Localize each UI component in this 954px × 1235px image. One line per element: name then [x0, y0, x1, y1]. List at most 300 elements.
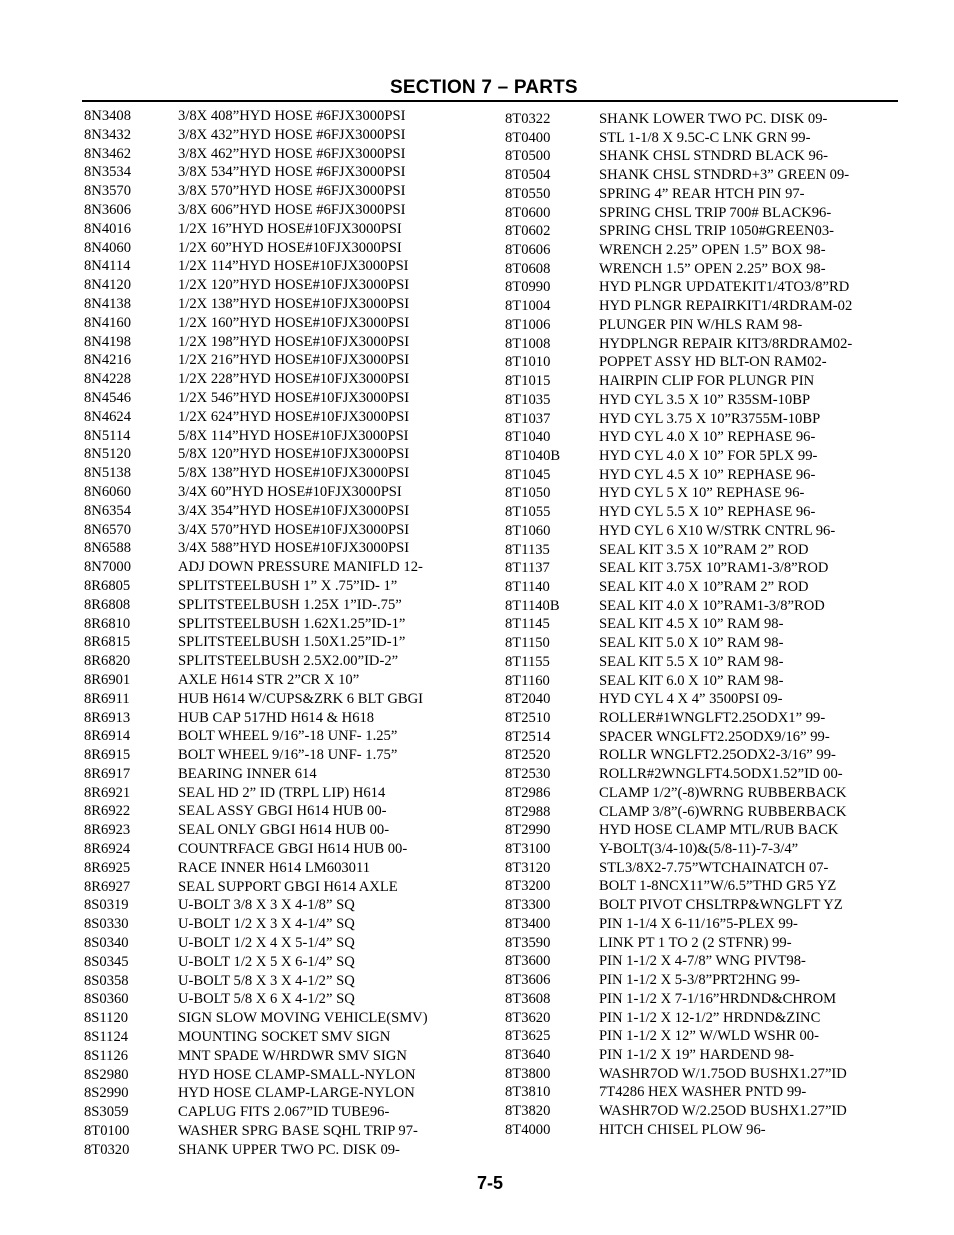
parts-row	[505, 522, 852, 541]
part-number: 8T1040B	[505, 447, 561, 464]
parts-row	[505, 297, 852, 316]
part-description: 3/8X 534”HYD HOSE #6FJX3000PSI	[178, 164, 406, 181]
part-description: SPLITSTEELBUSH 1.25X 1”ID-.75”	[178, 596, 402, 613]
part-number: 8T3400	[505, 915, 551, 932]
part-description: PIN 1-1/2 X 12-1/2” HRDND&ZINC	[599, 1009, 821, 1026]
parts-row	[505, 728, 852, 747]
part-number: 8T0500	[505, 148, 551, 165]
parts-row	[505, 859, 852, 878]
part-description: 3/4X 588”HYD HOSE#10FJX3000PSI	[178, 540, 410, 557]
parts-row	[84, 220, 428, 239]
parts-row	[84, 201, 428, 220]
part-description: SHANK UPPER TWO PC. DISK 09-	[178, 1141, 400, 1158]
part-number: 8T0990	[505, 279, 551, 296]
part-description: SEAL SUPPORT GBGI H614 AXLE	[178, 878, 398, 895]
part-number: 8T0608	[505, 260, 551, 277]
part-description: HYD HOSE CLAMP-LARGE-NYLON	[178, 1085, 415, 1102]
parts-row	[505, 391, 852, 410]
parts-row	[505, 484, 852, 503]
parts-row	[84, 727, 428, 746]
part-number: 8T4000	[505, 1121, 551, 1138]
parts-row	[84, 276, 428, 295]
parts-row	[84, 1028, 428, 1047]
part-description: 3/4X 60”HYD HOSE#10FJX3000PSI	[178, 483, 402, 500]
parts-row	[505, 204, 852, 223]
part-number: 8N4216	[84, 352, 132, 369]
part-description: BOLT WHEEL 9/16”-18 UNF- 1.25”	[178, 728, 398, 745]
part-number: 8R6911	[84, 690, 130, 707]
part-number: 8R6914	[84, 728, 131, 745]
parts-row	[84, 107, 428, 126]
parts-row	[505, 428, 852, 447]
part-description: MOUNTING SOCKET SMV SIGN	[178, 1029, 391, 1046]
section-title: SECTION 7 – PARTS	[390, 77, 578, 98]
part-description: CAPLUG FITS 2.067”ID TUBE96-	[178, 1104, 390, 1121]
part-description: SEAL KIT 6.0 X 10” RAM 98-	[599, 672, 784, 689]
part-number: 8N4138	[84, 295, 132, 312]
part-number: 8R6901	[84, 671, 131, 688]
part-description: SPACER WNGLFT2.25ODX9/16” 99-	[599, 728, 830, 745]
part-number: 8T1004	[505, 298, 551, 315]
part-description: 3/4X 570”HYD HOSE#10FJX3000PSI	[178, 521, 410, 538]
parts-row	[505, 559, 852, 578]
part-number: 8N5120	[84, 446, 132, 463]
part-number: 8R6921	[84, 784, 131, 801]
part-description: WASHR7OD W/2.25OD BUSHX1.27”ID	[599, 1103, 847, 1120]
part-description: U-BOLT 1/2 X 3 X 4-1/4” SQ	[178, 916, 355, 933]
part-number: 8T1137	[505, 560, 550, 577]
parts-row	[84, 690, 428, 709]
part-number: 8T3800	[505, 1065, 551, 1082]
part-number: 8T2986	[505, 784, 551, 801]
part-description: SPLITSTEELBUSH 2.5X2.00”ID-2”	[178, 653, 399, 670]
part-number: 8N3606	[84, 201, 132, 218]
parts-row	[84, 239, 428, 258]
parts-row	[84, 821, 428, 840]
parts-row	[505, 147, 852, 166]
part-description: HYD PLNGR UPDATEKIT1/4TO3/8”RD	[599, 279, 850, 296]
parts-row	[84, 840, 428, 859]
part-number: 8T0100	[84, 1123, 130, 1140]
parts-row	[84, 445, 428, 464]
parts-row	[505, 110, 852, 129]
part-description: U-BOLT 1/2 X 5 X 6-1/4” SQ	[178, 953, 355, 970]
part-number: 8N4114	[84, 258, 131, 275]
part-description: CLAMP 3/8”(-6)WRNG RUBBERBACK	[599, 803, 847, 820]
part-description: 1/2X 216”HYD HOSE#10FJX3000PSI	[178, 352, 410, 369]
parts-row	[84, 615, 428, 634]
part-description: COUNTRFACE GBGI H614 HUB 00-	[178, 841, 408, 858]
parts-row	[505, 1102, 852, 1121]
part-number: 8N3432	[84, 126, 132, 143]
part-description: HYDPLNGR REPAIR KIT3/8RDRAM02-	[599, 335, 853, 352]
part-number: 8R6810	[84, 615, 131, 632]
part-number: 8S1126	[84, 1047, 129, 1064]
part-number: 8T0606	[505, 242, 551, 259]
part-number: 8T3620	[505, 1009, 551, 1026]
parts-row	[84, 990, 428, 1009]
part-number: 8R6922	[84, 803, 131, 820]
parts-row	[505, 410, 852, 429]
part-number: 8T3600	[505, 953, 551, 970]
part-number: 8T3590	[505, 934, 551, 951]
part-number: 8T2988	[505, 803, 551, 820]
part-description: STL 1-1/8 X 9.5C-C LNK GRN 99-	[599, 129, 811, 146]
part-number: 8T0550	[505, 185, 551, 202]
part-description: WRENCH 2.25” OPEN 1.5” BOX 98-	[599, 242, 826, 259]
part-number: 8R6913	[84, 709, 131, 726]
part-number: 8T2520	[505, 747, 551, 764]
part-number: 8N6060	[84, 483, 132, 500]
part-description: CLAMP 1/2”(-8)WRNG RUBBERBACK	[599, 784, 847, 801]
part-number: 8T0322	[505, 111, 551, 127]
part-number: 8R6927	[84, 878, 131, 895]
parts-row	[84, 746, 428, 765]
part-number: 8T3100	[505, 841, 551, 858]
parts-row	[505, 634, 852, 653]
parts-row	[505, 578, 852, 597]
part-description: BOLT PIVOT CHSLTRP&WNGLFT YZ	[599, 897, 843, 914]
part-number: 8T3300	[505, 897, 551, 914]
part-description: 3/8X 408”HYD HOSE #6FJX3000PSI	[178, 108, 406, 124]
part-description: PIN 1-1/2 X 19” HARDEND 98-	[599, 1046, 794, 1063]
part-number: 8T0504	[505, 167, 551, 184]
part-number: 8R6820	[84, 653, 131, 670]
parts-row	[84, 859, 428, 878]
parts-row	[505, 1121, 852, 1140]
parts-row	[84, 896, 428, 915]
part-number: 8N4016	[84, 220, 132, 237]
parts-row	[505, 971, 852, 990]
part-number: 8S0358	[84, 972, 129, 989]
parts-row	[505, 278, 852, 297]
part-number: 8S1124	[84, 1029, 129, 1046]
part-description: 1/2X 114”HYD HOSE#10FJX3000PSI	[178, 258, 409, 275]
parts-row	[84, 596, 428, 615]
part-description: HYD CYL 4 X 4” 3500PSI 09-	[599, 691, 783, 708]
part-number: 8R6915	[84, 747, 131, 764]
part-number: 8N4624	[84, 408, 132, 425]
part-description: HUB H614 W/CUPS&ZRK 6 BLT GBGI	[178, 690, 424, 707]
parts-row	[505, 990, 852, 1009]
part-description: ROLLR WNGLFT2.25ODX2-3/16” 99-	[599, 747, 836, 764]
parts-row	[84, 257, 428, 276]
parts-row	[84, 1084, 428, 1103]
parts-row	[84, 351, 428, 370]
parts-row	[84, 878, 428, 897]
part-description: HYD CYL 4.0 X 10” REPHASE 96-	[599, 429, 816, 446]
part-description: 3/4X 354”HYD HOSE#10FJX3000PSI	[178, 502, 410, 519]
part-number: 8T1150	[505, 635, 550, 652]
part-description: SIGN SLOW MOVING VEHICLE(SMV)	[178, 1010, 428, 1027]
part-number: 8T1155	[505, 653, 550, 670]
part-number: 8N3534	[84, 164, 132, 181]
part-description: 1/2X 228”HYD HOSE#10FJX3000PSI	[178, 371, 410, 388]
part-description: 3/8X 606”HYD HOSE #6FJX3000PSI	[178, 201, 406, 218]
part-description: HITCH CHISEL PLOW 96-	[599, 1121, 766, 1138]
part-number: 8T2530	[505, 766, 551, 783]
part-number: 8T3606	[505, 972, 551, 989]
part-description: SPRING 4” REAR HTCH PIN 97-	[599, 185, 805, 202]
part-number: 8N5114	[84, 427, 131, 444]
part-description: SHANK CHSL STNDRD+3” GREEN 09-	[599, 167, 850, 184]
part-description: 5/8X 114”HYD HOSE#10FJX3000PSI	[178, 427, 409, 444]
part-description: SPLITSTEELBUSH 1.62X1.25”ID-1”	[178, 615, 406, 632]
parts-row	[505, 934, 852, 953]
part-description: RACE INNER H614 LM603011	[178, 859, 371, 876]
part-number: 8T0400	[505, 129, 551, 146]
part-number: 8T1145	[505, 616, 550, 633]
parts-row	[505, 690, 852, 709]
parts-row	[84, 483, 428, 502]
part-number: 8T1037	[505, 410, 551, 427]
part-number: 8S0340	[84, 935, 129, 952]
part-description: SEAL KIT 3.5 X 10”RAM 2” ROD	[599, 541, 809, 558]
parts-row	[505, 615, 852, 634]
part-description: 1/2X 546”HYD HOSE#10FJX3000PSI	[178, 389, 410, 406]
part-description: U-BOLT 3/8 X 3 X 4-1/8” SQ	[178, 897, 355, 914]
part-number: 8T3200	[505, 878, 551, 895]
part-description: Y-BOLT(3/4-10)&(5/8-11)-7-3/4”	[599, 841, 799, 858]
parts-row	[505, 466, 852, 485]
part-number: 8T3810	[505, 1084, 551, 1101]
parts-row	[84, 427, 428, 446]
part-number: 8N4228	[84, 371, 132, 388]
part-description: 5/8X 120”HYD HOSE#10FJX3000PSI	[178, 446, 410, 463]
part-number: 8T1050	[505, 485, 551, 502]
parts-row	[505, 335, 852, 354]
parts-row	[84, 163, 428, 182]
part-description: HYD HOSE CLAMP-SMALL-NYLON	[178, 1066, 416, 1083]
part-description: SPRING CHSL TRIP 1050#GREEN03-	[599, 223, 835, 240]
part-number: 8R6808	[84, 596, 131, 613]
part-number: 8S0345	[84, 953, 129, 970]
part-description: U-BOLT 5/8 X 6 X 4-1/2” SQ	[178, 991, 355, 1008]
part-number: 8T1035	[505, 391, 551, 408]
part-description: 1/2X 198”HYD HOSE#10FJX3000PSI	[178, 333, 410, 350]
parts-row	[84, 972, 428, 991]
parts-row	[505, 784, 852, 803]
part-number: 8N3570	[84, 183, 132, 200]
part-number: 8T1045	[505, 466, 551, 483]
parts-row	[84, 671, 428, 690]
part-number: 8R6925	[84, 859, 131, 876]
part-description: AXLE H614 STR 2”CR X 10”	[178, 671, 360, 688]
parts-row	[505, 372, 852, 391]
part-description: PIN 1-1/2 X 7-1/16”HRDND&CHROM	[599, 990, 837, 1007]
part-description: SPRING CHSL TRIP 700# BLACK96-	[599, 204, 832, 221]
part-description: U-BOLT 1/2 X 4 X 5-1/4” SQ	[178, 935, 355, 952]
parts-list-left	[84, 107, 428, 1160]
parts-row	[84, 633, 428, 652]
parts-row	[84, 558, 428, 577]
part-description: 1/2X 120”HYD HOSE#10FJX3000PSI	[178, 277, 410, 294]
parts-row	[84, 934, 428, 953]
part-description: SPLITSTEELBUSH 1.50X1.25”ID-1”	[178, 634, 406, 651]
parts-row	[505, 765, 852, 784]
part-description: SEAL HD 2” ID (TRPL LIP) H614	[178, 784, 386, 801]
parts-row	[84, 765, 428, 784]
page-number: 7-5	[477, 1173, 504, 1193]
parts-row	[505, 166, 852, 185]
part-number: 8T3640	[505, 1046, 551, 1063]
part-number: 8N3408	[84, 108, 132, 124]
part-description: U-BOLT 5/8 X 3 X 4-1/2” SQ	[178, 972, 355, 989]
part-number: 8T3625	[505, 1028, 551, 1045]
parts-row	[505, 840, 852, 859]
parts-row	[505, 260, 852, 279]
part-number: 8N4546	[84, 389, 132, 406]
part-description: 1/2X 60”HYD HOSE#10FJX3000PSI	[178, 239, 402, 256]
parts-row	[505, 1027, 852, 1046]
parts-row	[505, 129, 852, 148]
part-description: HYD CYL 4.5 X 10” REPHASE 96-	[599, 466, 816, 483]
parts-row	[84, 145, 428, 164]
part-number: 8S0330	[84, 916, 129, 933]
part-number: 8T2514	[505, 728, 551, 745]
part-description: 5/8X 138”HYD HOSE#10FJX3000PSI	[178, 465, 410, 482]
part-number: 8N6588	[84, 540, 132, 557]
parts-row	[505, 672, 852, 691]
part-number: 8S0360	[84, 991, 129, 1008]
part-description: HYD PLNGR REPAIRKIT1/4RDRAM-02	[599, 298, 853, 315]
parts-row	[505, 821, 852, 840]
parts-row	[505, 746, 852, 765]
parts-row	[84, 314, 428, 333]
part-number: 8T3120	[505, 859, 551, 876]
parts-row	[84, 182, 428, 201]
part-description: HYD CYL 5.5 X 10” REPHASE 96-	[599, 504, 816, 521]
parts-row	[84, 1047, 428, 1066]
parts-row	[505, 447, 852, 466]
parts-row	[505, 503, 852, 522]
part-description: HYD CYL 3.75 X 10”R3755M-10BP	[599, 410, 821, 427]
part-number: 8R6805	[84, 577, 131, 594]
part-description: WASHER SPRG BASE SQHL TRIP 97-	[178, 1123, 418, 1140]
part-number: 8S3059	[84, 1104, 129, 1121]
parts-row	[84, 784, 428, 803]
parts-row	[505, 1083, 852, 1102]
part-number: 8T1060	[505, 522, 551, 539]
part-number: 8T2040	[505, 691, 551, 708]
part-description: SPLITSTEELBUSH 1” X .75”ID- 1”	[178, 577, 398, 594]
parts-row	[84, 953, 428, 972]
part-number: 8N4198	[84, 333, 132, 350]
part-number: 8T0602	[505, 223, 551, 240]
part-description: SEAL ASSY GBGI H614 HUB 00-	[178, 803, 387, 820]
part-description: BOLT 1-8NCX11”W/6.5”THD GR5 YZ	[599, 878, 837, 895]
part-description: PIN 1-1/2 X 12” W/WLD WSHR 00-	[599, 1028, 819, 1045]
part-description: ADJ DOWN PRESSURE MANIFLD 12-	[178, 559, 423, 576]
parts-row	[84, 1103, 428, 1122]
parts-row	[84, 502, 428, 521]
parts-row	[84, 709, 428, 728]
part-description: ROLLR#2WNGLFT4.5ODX1.52”ID 00-	[599, 766, 843, 783]
part-number: 8N5138	[84, 465, 132, 482]
part-number: 8T0320	[84, 1141, 130, 1158]
parts-row	[84, 577, 428, 596]
part-number: 8T3820	[505, 1103, 551, 1120]
parts-row	[84, 295, 428, 314]
part-description: PIN 1-1/2 X 5-3/8”PRT2HNG 99-	[599, 972, 800, 989]
parts-row	[505, 241, 852, 260]
parts-row	[505, 915, 852, 934]
parts-row	[84, 126, 428, 145]
parts-row	[505, 952, 852, 971]
part-number: 8N7000	[84, 559, 132, 576]
parts-row	[505, 353, 852, 372]
parts-row	[505, 185, 852, 204]
part-number: 8N4120	[84, 277, 132, 294]
parts-row	[84, 539, 428, 558]
part-description: BEARING INNER 614	[178, 765, 317, 782]
part-description: PLUNGER PIN W/HLS RAM 98-	[599, 316, 803, 333]
part-description: SEAL KIT 3.75X 10”RAM1-3/8”ROD	[599, 560, 829, 577]
parts-row	[84, 915, 428, 934]
part-number: 8N4060	[84, 239, 132, 256]
part-description: PIN 1-1/2 X 4-7/8” WNG PIVT98-	[599, 953, 806, 970]
part-number: 8T1015	[505, 373, 551, 390]
part-number: 8T3608	[505, 990, 551, 1007]
part-description: POPPET ASSY HD BLT-ON RAM02-	[599, 354, 827, 371]
part-number: 8S2980	[84, 1066, 129, 1083]
part-description: SEAL KIT 4.0 X 10”RAM 2” ROD	[599, 578, 809, 595]
part-description: HAIRPIN CLIP FOR PLUNGR PIN	[599, 373, 815, 390]
part-description: SEAL ONLY GBGI H614 HUB 00-	[178, 822, 390, 839]
header-rule	[82, 100, 898, 102]
parts-row	[84, 1122, 428, 1141]
parts-row	[505, 1046, 852, 1065]
parts-row	[84, 408, 428, 427]
parts-row	[84, 1141, 428, 1160]
part-number: 8T1006	[505, 316, 551, 333]
part-description: SEAL KIT 5.5 X 10” RAM 98-	[599, 653, 784, 670]
parts-row	[505, 1009, 852, 1028]
part-number: 8N6354	[84, 502, 132, 519]
part-description: HUB CAP 517HD H614 & H618	[178, 709, 375, 726]
part-description: LINK PT 1 TO 2 (2 STFNR) 99-	[599, 934, 792, 951]
part-description: ROLLER#1WNGLFT2.25ODX1” 99-	[599, 710, 826, 726]
part-description: SEAL KIT 4.0 X 10”RAM1-3/8”ROD	[599, 597, 825, 614]
part-description: STL3/8X2-7.75”WTCHAINATCH 07-	[599, 859, 829, 876]
parts-row	[84, 652, 428, 671]
part-number: 8T2510	[505, 710, 551, 726]
part-number: 8T1160	[505, 672, 550, 689]
part-description: PIN 1-1/4 X 6-11/16”5-PLEX 99-	[599, 915, 798, 932]
part-number: 8T1040	[505, 429, 551, 446]
part-description: HYD HOSE CLAMP MTL/RUB BACK	[599, 822, 839, 839]
parts-row	[84, 389, 428, 408]
part-number: 8N4160	[84, 314, 132, 331]
part-description: WRENCH 1.5” OPEN 2.25” BOX 98-	[599, 260, 826, 277]
part-number: 8N3462	[84, 145, 132, 162]
parts-row	[505, 896, 852, 915]
parts-row	[505, 597, 852, 616]
parts-row	[505, 653, 852, 672]
parts-row	[505, 316, 852, 335]
part-description: HYD CYL 3.5 X 10” R35SM-10BP	[599, 391, 811, 408]
part-description: 1/2X 624”HYD HOSE#10FJX3000PSI	[178, 408, 410, 425]
part-description: SHANK CHSL STNDRD BLACK 96-	[599, 148, 828, 165]
part-number: 8R6923	[84, 822, 131, 839]
part-description: HYD CYL 4.0 X 10” FOR 5PLX 99-	[599, 447, 818, 464]
part-number: 8R6917	[84, 765, 131, 782]
part-description: 1/2X 16”HYD HOSE#10FJX3000PSI	[178, 220, 402, 237]
part-number: 8T1008	[505, 335, 551, 352]
parts-list-right	[505, 110, 852, 1140]
part-description: BOLT WHEEL 9/16”-18 UNF- 1.75”	[178, 747, 398, 764]
parts-row	[84, 1066, 428, 1085]
